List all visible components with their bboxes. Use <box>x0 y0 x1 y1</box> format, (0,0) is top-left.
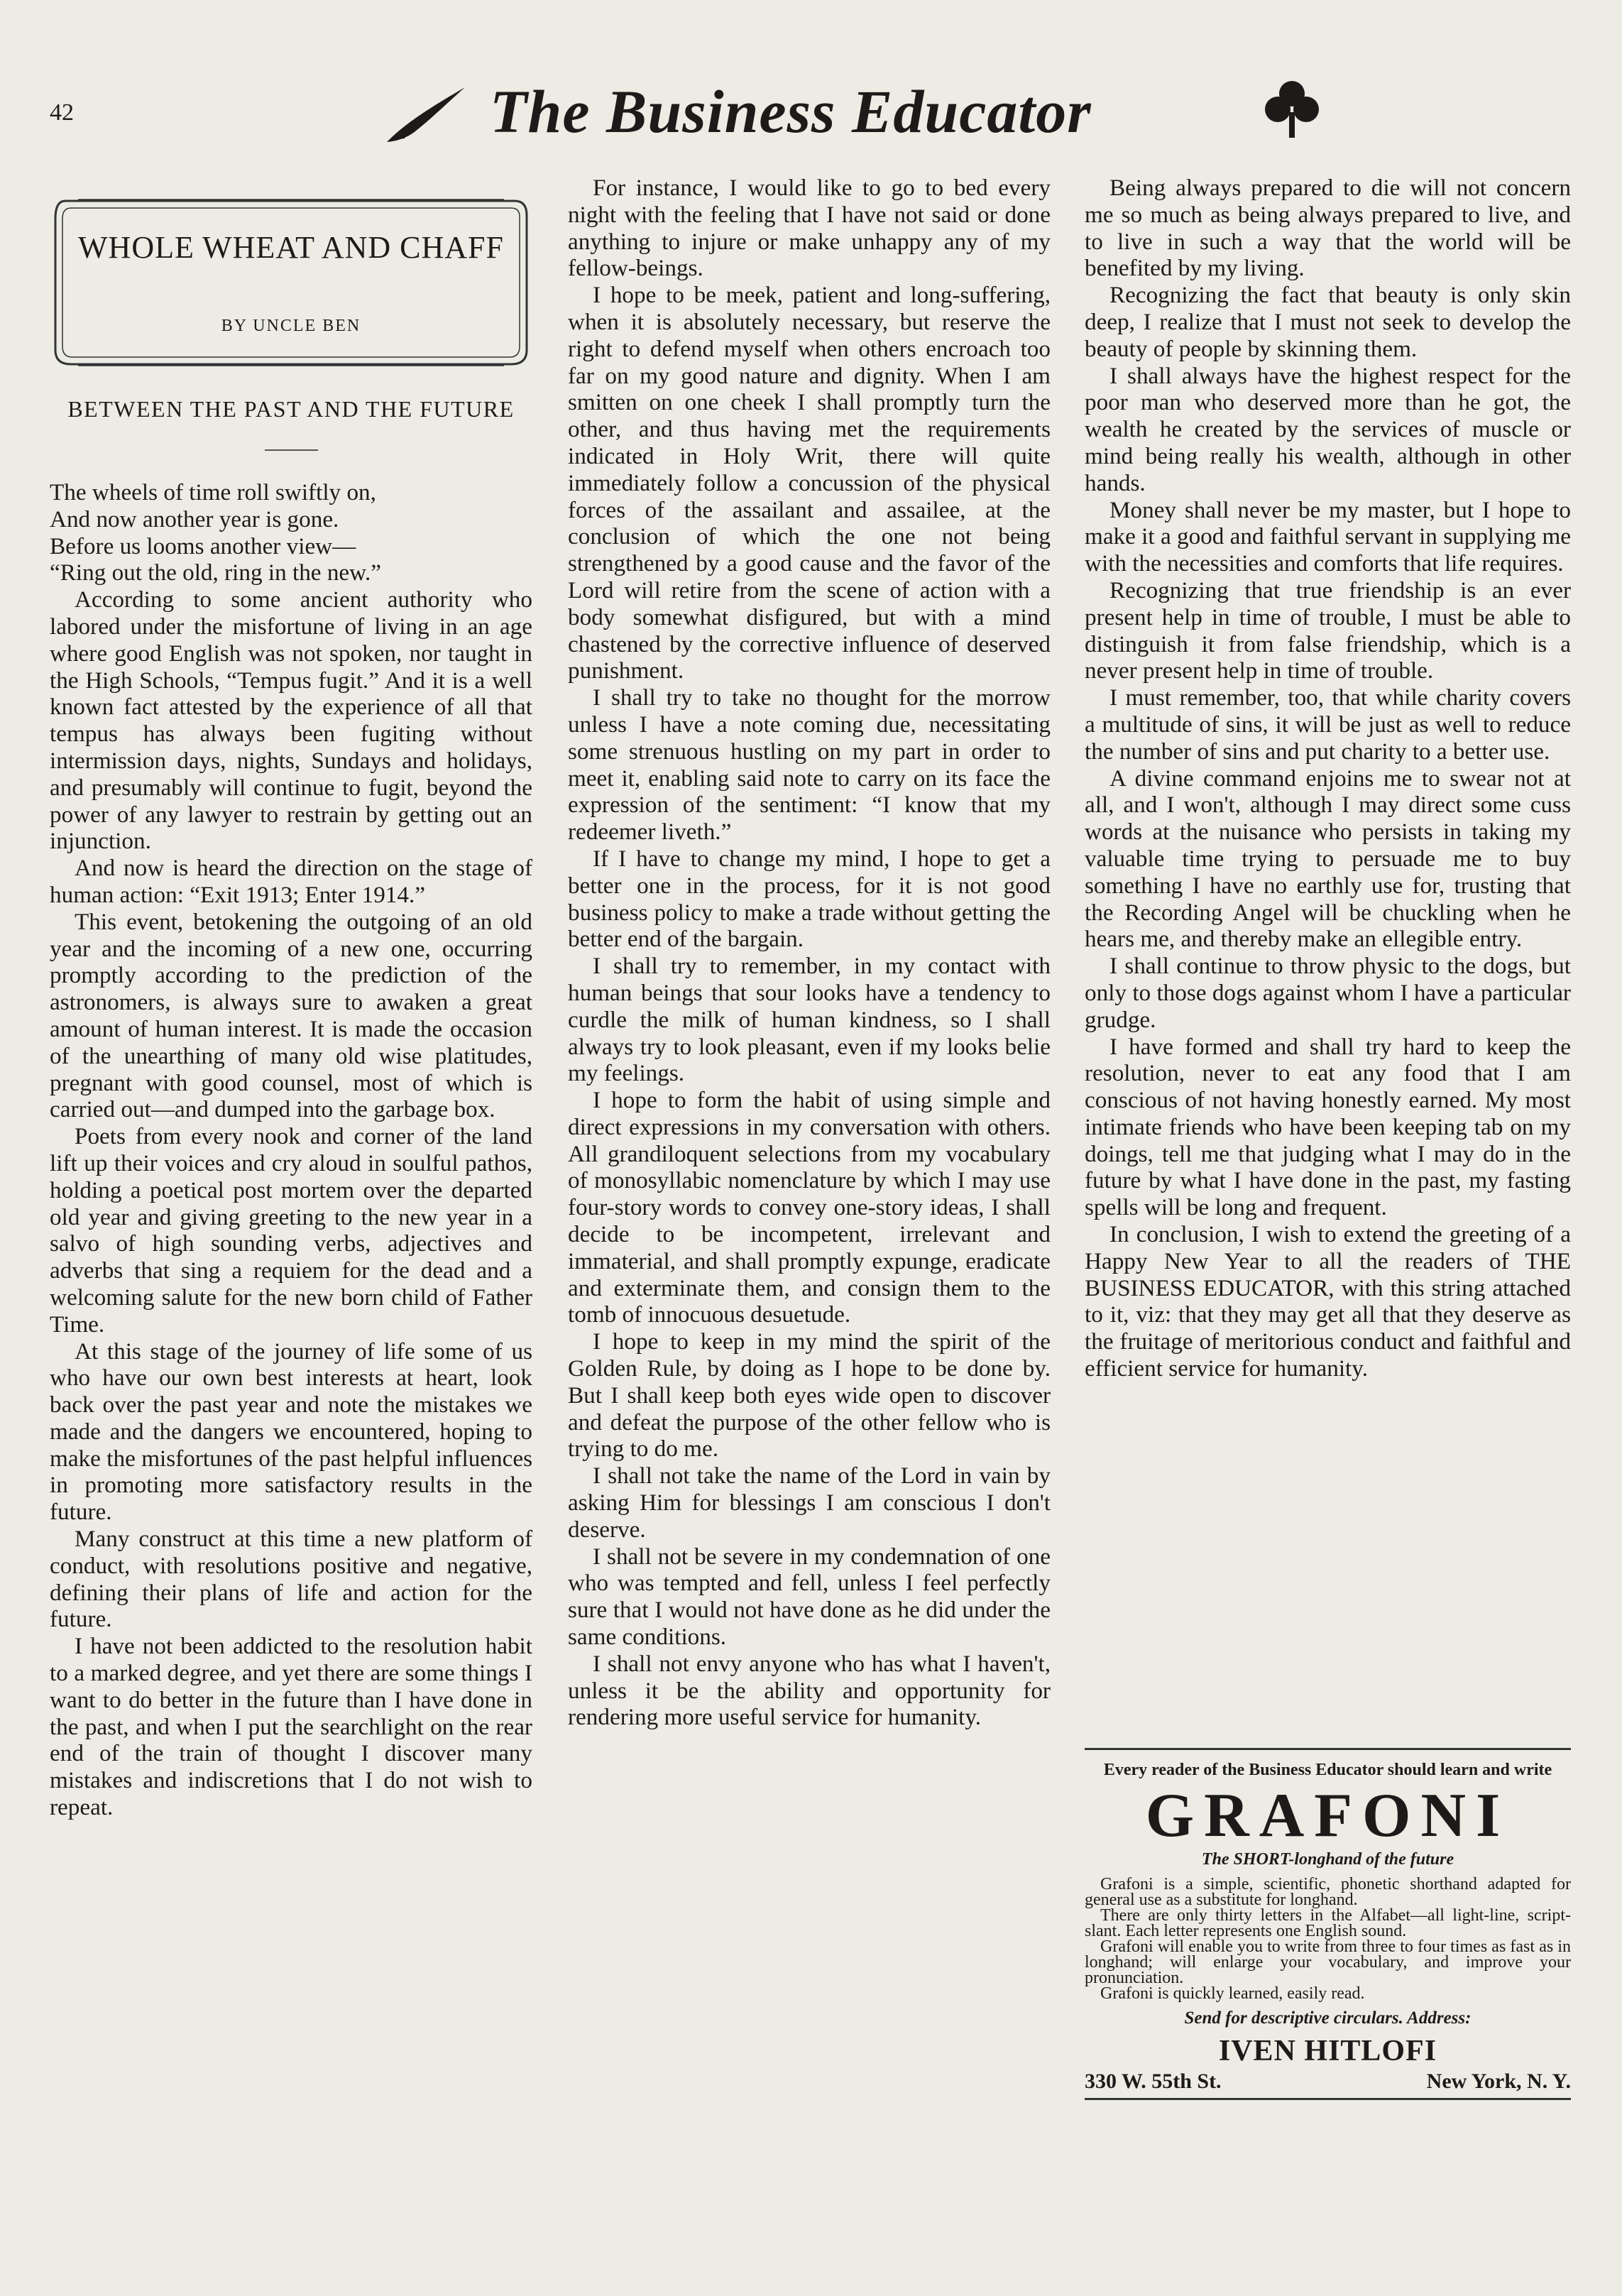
paragraph: I shall not be severe in my condemnation of one who was tempted and fell, unless I feel perfectly sure that I would not have done as he did under the same conditions. <box>568 1543 1051 1651</box>
paragraph: I shall continue to throw physic to the dogs, but only to those dogs against whom I have a particular grudge. <box>1085 953 1571 1033</box>
paragraph: I have formed and shall try hard to keep the resolution, never to eat any food that I am conscious of not having honestly earned. My most intimate friends who have been keeping tab on my doings, tell me that judging what I may do in the future by what I have done in the past, my fasting spells will be long and frequent. <box>1085 1033 1571 1221</box>
ad-lead: Every reader of the Business Educator should learn and write <box>1103 1761 1552 1779</box>
grafoni-advertisement <box>1085 1748 1571 2100</box>
clover-ornament-icon <box>1264 78 1320 142</box>
ad-body-line: Grafoni is a simple, scientific, phonetic shorthand adapted for general use as a substitute for longhand. <box>1085 1875 1571 1909</box>
paragraph: I shall not envy anyone who has what I haven't, unless it be the ability and opportunity for rendering more useful service for humanity. <box>568 1650 1051 1731</box>
article-title: WHOLE WHEAT AND CHAFF <box>78 230 504 265</box>
verse-line: And now another year is gone. <box>50 505 339 532</box>
paragraph: And now is heard the direction on the stage of human action: “Exit 1913; Enter 1914.” <box>50 855 532 908</box>
paragraph: I must remember, too, that while charity covers a multitude of sins, it will be just as well to reduce the number of sins and put charity to a better use. <box>1085 684 1571 765</box>
paragraph: I shall always have the highest respect for the poor man who deserved more than he got, the wealth he created by the services of muscle or mind being really his wealth, although in other hands. <box>1085 362 1571 496</box>
page-number: 42 <box>50 99 74 126</box>
quill-ornament-icon <box>383 82 468 146</box>
paragraph: For instance, I would like to go to bed every night with the feeling that I have not said or done anything to injure or make unhappy any of my fellow-beings. <box>568 175 1051 282</box>
ad-body <box>1085 1876 1571 2001</box>
paragraph: Recognizing the fact that beauty is only skin deep, I realize that I must not seek to develop the beauty of people by skinning them. <box>1085 282 1571 362</box>
paragraph: Many construct at this time a new platform of conduct, with resolutions positive and negative, defining their plans of life and action for the future. <box>50 1526 532 1633</box>
paragraph: A divine command enjoins me to swear not at all, and I won't, although I may direct some cuss words at the nuisance who persists in taking my valuable time trying to persuade me to buy something I have no earthly use for, trusting that the Recording Angel will be chuckling when he hears me, and thereby make an ellegible entry. <box>1085 765 1571 953</box>
verse-line: The wheels of time roll swiftly on, <box>50 479 376 505</box>
paragraph: I shall not take the name of the Lord in vain by asking Him for blessings I am conscious I don't deserve. <box>568 1463 1051 1543</box>
paragraph: I hope to form the habit of using simple and direct expressions in my conversation with others. All grandiloquent selections from my vocabulary of monosyllabic nomenclature by which I may use four-story words to convey one-story ideas, I shall decide to be incompetent, irrelevant and immaterial, and shall promptly expunge, eradicate and exterminate them, and consign them to the tomb of innocuous desuetude. <box>568 1087 1051 1328</box>
paragraph: At this stage of the journey of life some of us who have our own best interests at heart, look back over the past year and note the mistakes we made and the dangers we encountered, hoping to make the misfortunes of the past helpful influences in promoting more satisfactory results in the future. <box>50 1338 532 1526</box>
column-1 <box>50 174 532 1821</box>
ad-address <box>1085 2070 1571 2100</box>
title-frame-ornament <box>50 187 532 373</box>
ad-street: 330 W. 55th St. <box>1085 2070 1222 2093</box>
ad-call-to-action: Send for descriptive circulars. Address: <box>1184 2008 1472 2028</box>
paragraph: Money shall never be my master, but I hope to make it a good and faithful servant in supplying me with the necessities and comforts that life requires. <box>1085 496 1571 577</box>
column-2 <box>568 175 1051 1731</box>
column-3 <box>1085 175 1571 1382</box>
paragraph: If I have to change my mind, I hope to get a better one in the process, for it is not good business policy to make a trade without getting the better end of the bargain. <box>568 845 1051 953</box>
paragraph: I hope to keep in my mind the spirit of the Golden Rule, by doing as I hope to be done by. But I shall keep both eyes wide open to discover and defeat the purpose of the other fellow who is trying to do me. <box>568 1328 1051 1463</box>
ad-brand: GRAFONI <box>1145 1781 1511 1850</box>
ad-body-line: Grafoni will enable you to write from three to four times as fast as in longhand; will enlarge your vocabulary, and improve your pronunciation. <box>1085 1937 1571 1987</box>
article-byline: BY UNCLE BEN <box>221 317 361 335</box>
ad-body-line: There are only thirty letters in the Alfabet—all light-line, script-slant. Each letter represents one English sound. <box>1085 1906 1571 1940</box>
paragraph: I hope to be meek, patient and long-suffering, when it is absolutely necessary, but reserve the right to defend myself when others encroach too far on my good nature and dignity. When I am smitten on one cheek I shall promptly turn the other, and thus having met the requirements indicated in Holy Writ, there will quite immediately follow a concussion of the physical forces of the assailant and assailee, at the conclusion of which the one not being strengthened by a good cause and the favor of the Lord will retire from the scene of action with a body somewhat disfigured, but with a mind chastened by the corrective influence of deserved punishment. <box>568 282 1051 684</box>
verse-line: “Ring out the old, ring in the new.” <box>50 559 381 586</box>
paragraph: In conclusion, I wish to extend the greeting of a Happy New Year to all the readers of THE BUSINESS EDUCATOR, with this string attached to it, viz: that they may get all that they deserve as the fruitage of meritorious conduct and faithful and efficient service for humanity. <box>1085 1221 1571 1382</box>
article-title-box <box>50 187 532 373</box>
paragraph: According to some ancient authority who labored under the misfortune of living in an age where good English was not spoken, nor taught in the High Schools, “Tempus fugit.” And it is a well known fact attested by the experience of all that tempus has always been fugiting without intermission days, nights, Sundays and holidays, and presumably will continue to fugit, beyond the power of any lawyer to restrain by getting out an injunction. <box>50 586 532 855</box>
ad-tagline: The SHORT-longhand of the future <box>1201 1850 1454 1869</box>
paragraph: I have not been addicted to the resolution habit to a marked degree, and yet there are some things I want to do better in the future than I have done in the past, and when I put the searchlight on the rear end of the train of thought I discover many mistakes and indiscretions that I do not wish to repeat. <box>50 1633 532 1821</box>
paragraph: Being always prepared to die will not concern me so much as being always prepared to live, and to live in such a way that the world will be benefited by my living. <box>1085 175 1571 282</box>
verse-line: Before us looms another view— <box>50 532 356 559</box>
paragraph: Recognizing that true friendship is an ever present help in time of trouble, I must be able to distinguish it from false friendship, which is a never present help in time of trouble. <box>1085 576 1571 684</box>
ad-city: New York, N. Y. <box>1426 2070 1571 2093</box>
masthead <box>383 75 1327 153</box>
section-heading: BETWEEN THE PAST AND THE FUTURE <box>67 396 515 422</box>
paragraph: I shall try to remember, in my contact with human beings that sour looks have a tendency to curdle the milk of human kindness, so I shall always try to look pleasant, even if my looks belie my feelings. <box>568 953 1051 1087</box>
heading-divider <box>265 449 318 451</box>
paragraph: I shall try to take no thought for the morrow unless I have a note coming due, necessitating some strenuous hustling on my part in order to meet it, enabling said note to carry on its face the expression of the sentiment: “I know that my redeemer liveth.” <box>568 684 1051 846</box>
paragraph: This event, betokening the outgoing of an old year and the incoming of a new one, occurring promptly according to the prediction of the astronomers, is always sure to awaken a great amount of human interest. It is made the occasion of the unearthing of many old wise platitudes, pregnant with good counsel, most of which is carried out—and dumped into the garbage box. <box>50 908 532 1123</box>
paragraph: Poets from every nook and corner of the land lift up their voices and cry aloud in soulful pathos, holding a poetical post mortem over the departed old year and giving greeting to the new year in a salvo of high sounding verbs, adjectives and adverbs that sing a requiem for the dead and a welcoming salute for the new born child of Father Time. <box>50 1123 532 1338</box>
ad-body-line: Grafoni is quickly learned, easily read. <box>1100 1984 1365 2003</box>
masthead-title: The Business Educator <box>490 77 1092 146</box>
ad-contact-name: IVEN HITLOFI <box>1218 2035 1437 2067</box>
